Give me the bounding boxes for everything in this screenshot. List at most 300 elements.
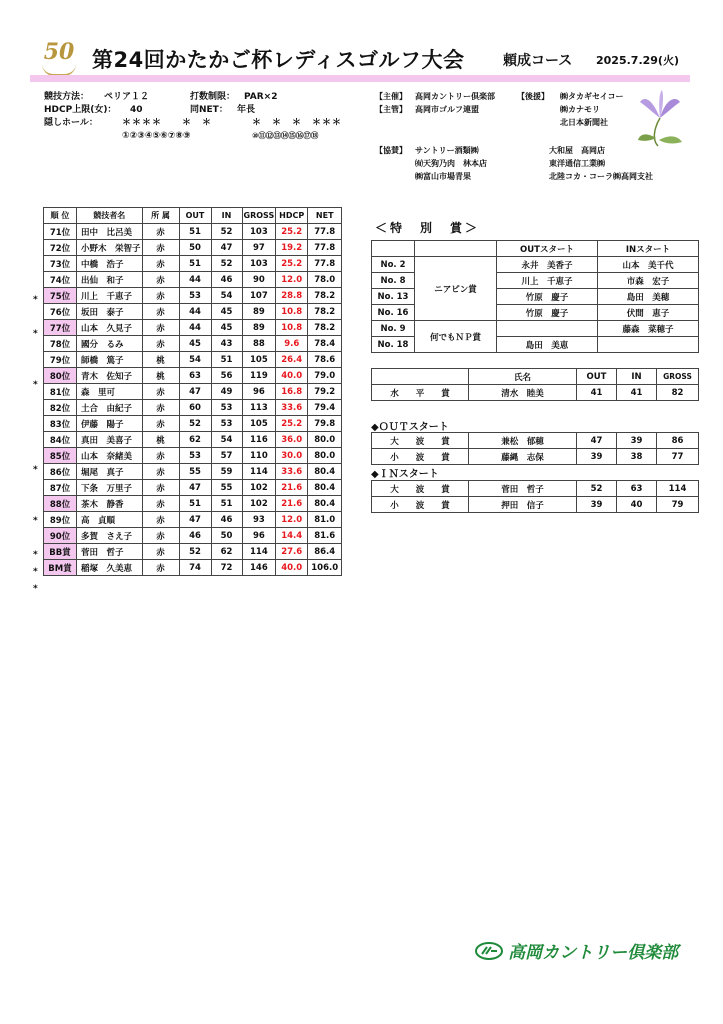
hole-number: No. 2 [372, 257, 415, 273]
rank-cell: 90位 [44, 528, 77, 544]
gross-score: 119 [242, 368, 276, 384]
player-name: 稲塚 久美恵 [77, 560, 143, 576]
net-score: 78.6 [308, 352, 342, 368]
gross-score: 105 [242, 416, 276, 432]
rank-cell: 79位 [44, 352, 77, 368]
in-score: 72 [211, 560, 242, 576]
support-item: ㈱カナモリ [560, 105, 600, 114]
net-score: 77.8 [308, 240, 342, 256]
ranking-row [44, 448, 342, 464]
ranking-header-row [44, 208, 342, 224]
coop-item: サントリー酒類㈱ [415, 146, 479, 155]
net-score: 77.8 [308, 256, 342, 272]
hdcp-value: 10.8 [276, 320, 308, 336]
award-out: 39 [577, 449, 617, 465]
gross-score: 88 [242, 336, 276, 352]
hdcp-value: 12.0 [276, 272, 308, 288]
ranking-row [44, 416, 342, 432]
coop-item: ㈲天狗乃肉 林本店 [415, 159, 487, 168]
out-score: 51 [179, 496, 211, 512]
rule-hdcp-label: HDCP上限(女)： [44, 105, 117, 115]
award-row [372, 497, 699, 513]
club-cell: 赤 [142, 240, 179, 256]
rank-cell: BM賞 [44, 560, 77, 576]
hole-number: No. 13 [372, 289, 415, 305]
coop-item: 大和屋 高岡店 [549, 146, 605, 155]
gross-score: 89 [242, 320, 276, 336]
ranking-row [44, 336, 342, 352]
club-cell: 赤 [142, 512, 179, 528]
np-header-in: INスタート [598, 241, 699, 257]
player-name: 堀尾 真子 [77, 464, 143, 480]
rank-cell: 73位 [44, 256, 77, 272]
player-name: 川上 千恵子 [77, 288, 143, 304]
ranking-row [44, 256, 342, 272]
rank-cell: 82位 [44, 400, 77, 416]
asterisk-mark: * [33, 380, 38, 390]
in-score: 46 [211, 512, 242, 528]
award-in: 63 [617, 481, 657, 497]
ranking-row [44, 464, 342, 480]
rank-cell: 85位 [44, 448, 77, 464]
gross-score: 105 [242, 352, 276, 368]
player-name: 森 里可 [77, 384, 143, 400]
ranking-row [44, 544, 342, 560]
award-in: 40 [617, 497, 657, 513]
out-score: 74 [179, 560, 211, 576]
rule-limit-label: 打数制限： [190, 92, 236, 102]
hole-number: No. 8 [372, 273, 415, 289]
rank-cell: 84位 [44, 432, 77, 448]
club-cell: 赤 [142, 288, 179, 304]
award-winner: 菅田 哲子 [469, 481, 577, 497]
hdcp-value: 10.8 [276, 304, 308, 320]
hdcp-value: 14.4 [276, 528, 308, 544]
club-cell: 赤 [142, 336, 179, 352]
gross-score: 110 [242, 448, 276, 464]
host-label: 【主催】 [375, 92, 407, 101]
player-name: 茶木 静香 [77, 496, 143, 512]
club-cell: 赤 [142, 416, 179, 432]
award-winner: 藤縄 志保 [469, 449, 577, 465]
hdcp-value: 40.0 [276, 560, 308, 576]
winner-out: 川上 千恵子 [497, 273, 598, 289]
player-name: 坂田 泰子 [77, 304, 143, 320]
award-winner: 兼松 郁穂 [469, 433, 577, 449]
coop-label: 【協賛】 [375, 146, 407, 155]
out-score: 63 [179, 368, 211, 384]
player-name: 中橋 浩子 [77, 256, 143, 272]
hdcp-value: 21.6 [276, 496, 308, 512]
page-title: 第24回かたかご杯レディスゴルフ大会 [92, 48, 465, 72]
hdcp-value: 25.2 [276, 416, 308, 432]
hdcp-value: 40.0 [276, 368, 308, 384]
rank-cell: 81位 [44, 384, 77, 400]
out-score: 52 [179, 416, 211, 432]
gross-score: 90 [242, 272, 276, 288]
award-in: 38 [617, 449, 657, 465]
gross-score: 146 [242, 560, 276, 576]
rank-cell: 86位 [44, 464, 77, 480]
winner-in: 山本 美千代 [598, 257, 699, 273]
net-score: 80.4 [308, 480, 342, 496]
asterisk-mark: * [33, 516, 38, 526]
winner-in: 島田 美穂 [598, 289, 699, 305]
score-header-row [372, 369, 699, 385]
award-in: 39 [617, 433, 657, 449]
ranking-row [44, 496, 342, 512]
net-score: 78.2 [308, 304, 342, 320]
net-score: 79.8 [308, 416, 342, 432]
gross-score: 97 [242, 240, 276, 256]
award-gross: 77 [657, 449, 699, 465]
club-cell: 桃 [142, 432, 179, 448]
award-out: 52 [577, 481, 617, 497]
rank-cell: 75位 [44, 288, 77, 304]
hidden-marks-in: ＊ ＊ ＊ ＊＊＊ [252, 118, 343, 128]
hdcp-value: 12.0 [276, 512, 308, 528]
hdcp-value: 19.2 [276, 240, 308, 256]
rank-cell: 89位 [44, 512, 77, 528]
np-header-out: OUTスタート [497, 241, 598, 257]
winner-in: 藤森 菜穂子 [598, 321, 699, 337]
col-in: IN [211, 208, 242, 224]
net-score: 81.0 [308, 512, 342, 528]
award-out: 39 [577, 497, 617, 513]
asterisk-mark: * [33, 465, 38, 475]
club-cell: 赤 [142, 384, 179, 400]
award-label: 小 波 賞 [372, 497, 469, 513]
ranking-row [44, 480, 342, 496]
hdcp-value: 26.4 [276, 352, 308, 368]
ranking-row [44, 288, 342, 304]
award-winner: 清水 睦美 [469, 385, 577, 401]
player-name: 山本 奈緒美 [77, 448, 143, 464]
rank-cell: 80位 [44, 368, 77, 384]
ranking-row [44, 368, 342, 384]
in-score: 52 [211, 256, 242, 272]
holes-out: ①②③④⑤⑥⑦⑧⑨ [122, 131, 191, 141]
out-score: 46 [179, 528, 211, 544]
out-score: 44 [179, 304, 211, 320]
col-club: 所 属 [142, 208, 179, 224]
net-score: 77.8 [308, 224, 342, 240]
out-score: 60 [179, 400, 211, 416]
rule-hdcp-value: 40 [130, 105, 143, 115]
ranking-table [43, 207, 342, 576]
award-winner: 押田 信子 [469, 497, 577, 513]
player-name: 菅田 哲子 [77, 544, 143, 560]
net-score: 78.2 [308, 288, 342, 304]
player-name: 出仙 和子 [77, 272, 143, 288]
player-name: 高 貞順 [77, 512, 143, 528]
net-score: 79.2 [308, 384, 342, 400]
in-score: 51 [211, 496, 242, 512]
hdcp-value: 21.6 [276, 480, 308, 496]
nearpin-table [371, 240, 699, 353]
award-out: 47 [577, 433, 617, 449]
hdcp-value: 25.2 [276, 256, 308, 272]
out-score: 53 [179, 448, 211, 464]
ranking-row [44, 528, 342, 544]
asterisk-mark: * [33, 567, 38, 577]
club-cell: 桃 [142, 368, 179, 384]
hdcp-value: 36.0 [276, 432, 308, 448]
net-score: 78.0 [308, 272, 342, 288]
club-cell: 赤 [142, 304, 179, 320]
in-score: 62 [211, 544, 242, 560]
col-hdcp: HDCP [276, 208, 308, 224]
in-score: 59 [211, 464, 242, 480]
rank-cell: 72位 [44, 240, 77, 256]
ranking-row [44, 304, 342, 320]
special-awards-title: ＜特 別 賞＞ [375, 221, 481, 235]
player-name: 青木 佐知子 [77, 368, 143, 384]
ranking-row [44, 400, 342, 416]
award-label: 水 平 賞 [372, 385, 469, 401]
asterisk-mark: * [33, 550, 38, 560]
rule-hidden-label: 隠しホール： [44, 118, 98, 128]
player-name: 山本 久見子 [77, 320, 143, 336]
anniversary-logo [40, 40, 78, 80]
score-header-gross: GROSS [657, 369, 699, 385]
hdcp-value: 28.8 [276, 288, 308, 304]
anynp-row [372, 321, 699, 337]
anniversary-number: 50 [43, 39, 75, 65]
rule-method-value: ペリア１２ [104, 92, 150, 102]
club-cell: 赤 [142, 256, 179, 272]
hdcp-value: 33.6 [276, 464, 308, 480]
gross-score: 103 [242, 256, 276, 272]
hidden-marks-out: ＊＊＊＊ ＊ ＊ [122, 118, 213, 128]
out-score: 45 [179, 336, 211, 352]
winner-in [598, 337, 699, 353]
hdcp-value: 27.6 [276, 544, 308, 560]
award-gross: 114 [657, 481, 699, 497]
host-name: 高岡カントリー倶楽部 [415, 92, 495, 101]
net-score: 86.4 [308, 544, 342, 560]
hdcp-value: 25.2 [276, 224, 308, 240]
coop-item: 東洋通信工業㈱ [549, 159, 605, 168]
rank-cell: 78位 [44, 336, 77, 352]
coop-item: ㈱富山市場青果 [415, 172, 471, 181]
award-gross: 79 [657, 497, 699, 513]
rank-cell: 83位 [44, 416, 77, 432]
award-label: 小 波 賞 [372, 449, 469, 465]
gross-score: 89 [242, 304, 276, 320]
net-score: 80.4 [308, 496, 342, 512]
score-header-in: IN [617, 369, 657, 385]
col-out: OUT [179, 208, 211, 224]
course-name: 頼成コース [503, 53, 573, 69]
gross-score: 93 [242, 512, 276, 528]
out-score: 44 [179, 272, 211, 288]
coop-item: 北陸コカ・コーラ㈱高岡支社 [549, 172, 653, 181]
net-score: 81.6 [308, 528, 342, 544]
net-score: 79.0 [308, 368, 342, 384]
in-score: 50 [211, 528, 242, 544]
club-cell: 赤 [142, 448, 179, 464]
out-score: 52 [179, 544, 211, 560]
club-emblem-icon [475, 942, 503, 960]
gross-score: 114 [242, 544, 276, 560]
hole-number: No. 16 [372, 305, 415, 321]
gross-score: 102 [242, 480, 276, 496]
title-underline [30, 75, 690, 82]
player-name: 國分 るみ [77, 336, 143, 352]
in-score: 57 [211, 448, 242, 464]
club-logo [475, 938, 678, 963]
in-score: 43 [211, 336, 242, 352]
out-score: 53 [179, 288, 211, 304]
award-in: 41 [617, 385, 657, 401]
winner-in: 市森 宏子 [598, 273, 699, 289]
ranking-row [44, 560, 342, 576]
in-score: 56 [211, 368, 242, 384]
rank-cell: 76位 [44, 304, 77, 320]
winner-out: 島田 美恵 [497, 337, 598, 353]
asterisk-mark: * [33, 584, 38, 594]
suihei-table [371, 368, 699, 401]
out-start-heading: ◆ＯＵＴスタート [371, 422, 449, 433]
gross-score: 107 [242, 288, 276, 304]
rule-limit-value: PAR×2 [244, 92, 278, 102]
winner-out [497, 321, 598, 337]
ranking-row [44, 512, 342, 528]
club-cell: 赤 [142, 496, 179, 512]
asterisk-mark: * [33, 329, 38, 339]
award-gross: 86 [657, 433, 699, 449]
out-score: 50 [179, 240, 211, 256]
ranking-row [44, 320, 342, 336]
ranking-row [44, 272, 342, 288]
hdcp-value: 30.0 [276, 448, 308, 464]
in-score: 55 [211, 480, 242, 496]
net-score: 80.0 [308, 448, 342, 464]
out-score: 51 [179, 256, 211, 272]
nearpin-header-row [372, 241, 699, 257]
club-cell: 赤 [142, 320, 179, 336]
net-score: 79.4 [308, 400, 342, 416]
hdcp-value: 16.8 [276, 384, 308, 400]
out-score: 47 [179, 480, 211, 496]
club-logo-text: 高岡カントリー倶楽部 [508, 943, 679, 963]
in-start-heading: ◆ＩＮスタート [371, 469, 439, 480]
score-header-out: OUT [577, 369, 617, 385]
gross-score: 96 [242, 528, 276, 544]
gross-score: 116 [242, 432, 276, 448]
in-score: 53 [211, 400, 242, 416]
club-cell: 赤 [142, 560, 179, 576]
out-score: 62 [179, 432, 211, 448]
rule-method-label: 競技方法： [44, 92, 90, 102]
manage-label: 【主管】 [375, 105, 407, 114]
holes-in: ⑩⑪⑫⑬⑭⑮⑯⑰⑱ [252, 131, 319, 140]
net-score: 78.2 [308, 320, 342, 336]
net-score: 106.0 [308, 560, 342, 576]
in-awards-table [371, 480, 699, 513]
player-name: 下条 万里子 [77, 480, 143, 496]
hole-number: No. 18 [372, 337, 415, 353]
gross-score: 103 [242, 224, 276, 240]
player-name: 真田 美喜子 [77, 432, 143, 448]
in-score: 52 [211, 224, 242, 240]
event-date: 2025.7.29(火) [596, 54, 679, 67]
katakago-flower-icon [632, 88, 688, 148]
anynp-label: 何でもＮＰ賞 [415, 321, 497, 353]
winner-out: 竹原 慶子 [497, 289, 598, 305]
award-gross: 82 [657, 385, 699, 401]
col-net: NET [308, 208, 342, 224]
in-score: 47 [211, 240, 242, 256]
ranking-row [44, 224, 342, 240]
in-score: 46 [211, 272, 242, 288]
nearpin-row [372, 257, 699, 273]
out-score: 44 [179, 320, 211, 336]
club-cell: 赤 [142, 464, 179, 480]
player-name: 師橋 篤子 [77, 352, 143, 368]
award-row [372, 433, 699, 449]
award-out: 41 [577, 385, 617, 401]
winner-in: 伏間 恵子 [598, 305, 699, 321]
rank-cell: 74位 [44, 272, 77, 288]
col-rank: 順 位 [44, 208, 77, 224]
ranking-row [44, 240, 342, 256]
hole-number: No. 9 [372, 321, 415, 337]
net-score: 78.4 [308, 336, 342, 352]
score-header-name: 氏名 [469, 369, 577, 385]
out-score: 55 [179, 464, 211, 480]
out-awards-table [371, 432, 699, 465]
manage-name: 高岡市ゴルフ連盟 [415, 105, 479, 114]
club-cell: 赤 [142, 400, 179, 416]
player-name: 多賀 さえ子 [77, 528, 143, 544]
rank-cell: 87位 [44, 480, 77, 496]
col-name: 競技者名 [77, 208, 143, 224]
winner-out: 永井 美香子 [497, 257, 598, 273]
award-row [372, 449, 699, 465]
support-item: ㈱タカギセイコー [560, 92, 624, 101]
out-score: 54 [179, 352, 211, 368]
nearpin-label: ニアピン賞 [415, 257, 497, 321]
out-score: 47 [179, 384, 211, 400]
net-score: 80.4 [308, 464, 342, 480]
club-cell: 赤 [142, 272, 179, 288]
award-row [372, 481, 699, 497]
in-score: 53 [211, 416, 242, 432]
rank-cell: 77位 [44, 320, 77, 336]
player-name: 小野木 栄智子 [77, 240, 143, 256]
ranking-row [44, 352, 342, 368]
suihei-row [372, 385, 699, 401]
club-cell: 赤 [142, 224, 179, 240]
rank-cell: BB賞 [44, 544, 77, 560]
rule-net-value: 年長 [237, 105, 256, 115]
player-name: 田中 比呂美 [77, 224, 143, 240]
winner-out: 竹原 慶子 [497, 305, 598, 321]
ranking-row [44, 384, 342, 400]
asterisk-mark: * [33, 295, 38, 305]
hdcp-value: 33.6 [276, 400, 308, 416]
club-cell: 赤 [142, 528, 179, 544]
col-gross: GROSS [242, 208, 276, 224]
club-cell: 赤 [142, 480, 179, 496]
in-score: 45 [211, 304, 242, 320]
club-cell: 赤 [142, 544, 179, 560]
rank-cell: 71位 [44, 224, 77, 240]
gross-score: 102 [242, 496, 276, 512]
rule-net-label: 同NET： [190, 105, 228, 115]
